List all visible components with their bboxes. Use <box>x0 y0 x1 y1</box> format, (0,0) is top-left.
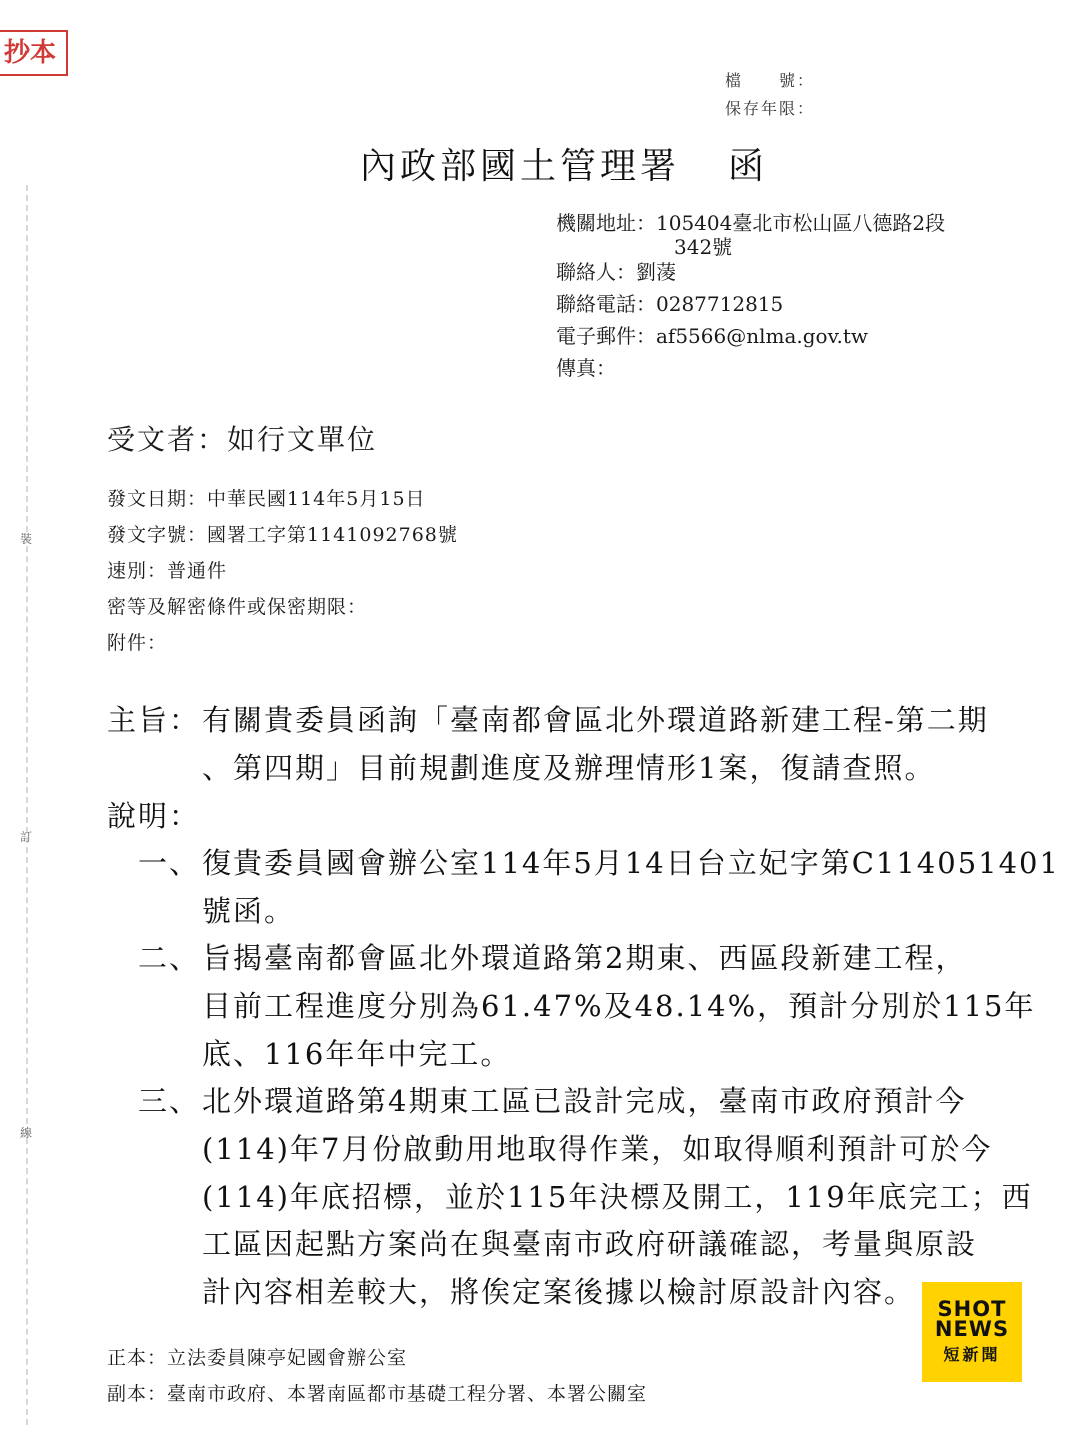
copy-stamp: 抄本 <box>0 30 68 76</box>
item-number: 三、 <box>138 1084 201 1118</box>
document-type: 函 <box>728 146 769 187</box>
item-line: 旨揭臺南都會區北外環道路第2期東、西區段新建工程， <box>202 941 967 975</box>
item-line: 工區因起點方案尚在與臺南市政府研議確認，考量與原設 <box>202 1227 978 1261</box>
contact-fax: 傳真： <box>556 356 616 380</box>
shot-news-logo <box>922 1282 1022 1382</box>
item-line: 北外環道路第4期東工區已設計完成，臺南市政府預計今 <box>202 1084 967 1118</box>
subject-line: 、第四期」目前規劃進度及辦理情形1案，復請查照。 <box>202 751 936 785</box>
binding-mark-staple: 訂 <box>20 830 33 844</box>
secrecy-level: 密等及解密條件或保密期限： <box>107 596 368 618</box>
agency-name: 內政部國土管理署 <box>360 146 681 187</box>
issue-date: 發文日期：中華民國114年5月15日 <box>107 488 426 510</box>
logo-line: 短新聞 <box>943 1345 1001 1364</box>
subject-line: 有關貴委員函詢「臺南都會區北外環道路新建工程-第二期 <box>202 703 989 737</box>
item-number: 二、 <box>138 941 201 975</box>
item-line: (114)年7月份啟動用地取得作業，如取得順利預計可於今 <box>202 1132 993 1166</box>
agency-address-cont: 342號 <box>674 235 733 259</box>
binding-line <box>26 185 28 1425</box>
item-line: 復貴委員國會辦公室114年5月14日台立妃字第C114051401 <box>202 846 1060 880</box>
item-line: 底、116年年中完工。 <box>202 1037 512 1071</box>
agency-address: 機關地址：105404臺北市松山區八德路2段 <box>556 211 946 235</box>
explanation-label: 說明： <box>107 799 201 833</box>
item-line: 號函。 <box>202 894 296 928</box>
attachment: 附件： <box>107 632 168 654</box>
recipient: 受文者：如行文單位 <box>107 423 378 456</box>
item-line: 計內容相差較大，將俟定案後據以檢討原設計內容。 <box>202 1275 916 1309</box>
file-number: 檔 號： <box>725 71 816 90</box>
binding-mark-bind: 裝 <box>20 532 33 546</box>
logo-line: SHOT <box>937 1297 1007 1321</box>
item-line: 目前工程進度分別為61.47%及48.14%，預計分別於115年 <box>202 989 1036 1023</box>
delivery-speed: 速別：普通件 <box>107 560 228 582</box>
contact-phone: 聯絡電話：0287712815 <box>556 292 784 316</box>
item-number: 一、 <box>138 846 201 880</box>
binding-mark-line: 線 <box>20 1126 33 1140</box>
contact-person: 聯絡人：劉蓤 <box>556 260 676 284</box>
subject-label: 主旨： <box>107 703 201 737</box>
document-number: 發文字號：國署工字第1141092768號 <box>107 524 458 546</box>
logo-line: NEWS <box>934 1317 1010 1341</box>
document-title <box>360 138 768 189</box>
retention-period: 保存年限： <box>725 99 816 118</box>
item-line: (114)年底招標，並於115年決標及開工，119年底完工；西 <box>202 1180 1033 1214</box>
contact-email: 電子郵件：af5566@nlma.gov.tw <box>556 324 869 348</box>
original-recipient: 正本：立法委員陳亭妃國會辦公室 <box>107 1347 408 1369</box>
copy-recipients: 副本：臺南市政府、本署南區都市基礎工程分署、本署公關室 <box>107 1383 648 1405</box>
